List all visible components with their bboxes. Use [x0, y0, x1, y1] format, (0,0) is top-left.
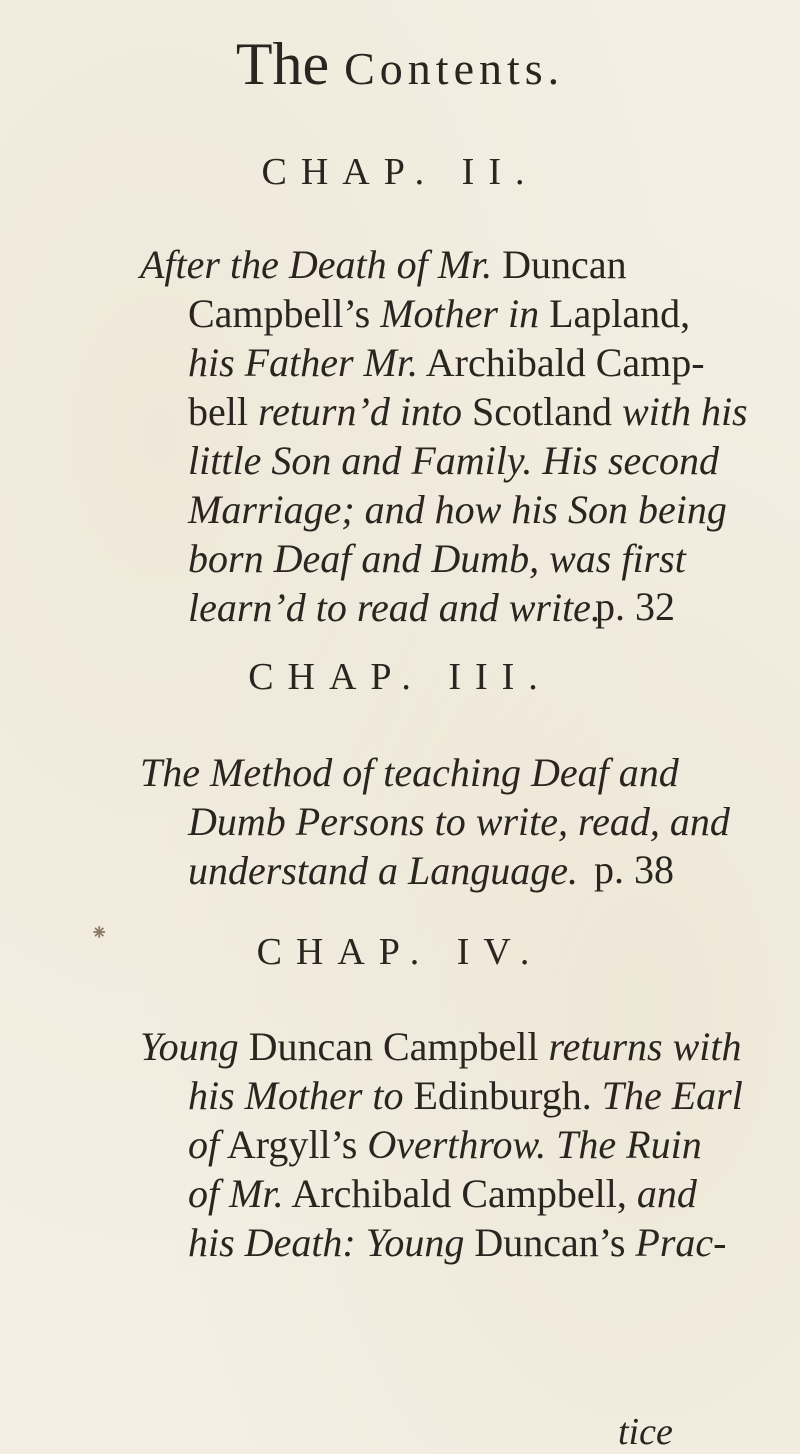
page-ref-3: p. 38 [594, 847, 674, 892]
entry-text: Argyll’s [219, 1122, 368, 1167]
entry-text: returns with [548, 1024, 742, 1069]
entry-text: Young [140, 1024, 239, 1069]
entry-text: Scotland [462, 389, 623, 434]
page-ref-2: p. 32 [595, 584, 675, 629]
entry-text: of Mr. [188, 1171, 284, 1216]
running-head-rest: Contents. [344, 43, 565, 94]
entry-line [140, 1120, 780, 1169]
entry-line [140, 436, 780, 485]
entry-line [140, 387, 780, 436]
entry-line [140, 485, 780, 534]
entry-line [140, 240, 780, 289]
entry-text: born Deaf and Dumb, was first [188, 536, 686, 581]
entry-text: little Son and Family. His second [188, 438, 720, 483]
chapter-heading-3: CHAP. III. [248, 656, 552, 698]
entry-text: return’d into [257, 389, 463, 434]
entry-text: Duncan’s [464, 1220, 636, 1265]
entry-text: Duncan [492, 242, 627, 287]
chapter-heading-4: CHAP. IV. [256, 931, 544, 973]
entry-text: Mother in [380, 291, 540, 336]
entry-line [140, 534, 780, 583]
entry-text: and [636, 1171, 697, 1216]
entry-text: his Mother to [188, 1073, 404, 1118]
entry-text: Duncan Campbell [238, 1024, 549, 1069]
entry-line [140, 1218, 780, 1267]
entry-text: with his [622, 389, 748, 434]
entry-text: Campbell’s [188, 291, 381, 336]
entry-line [140, 583, 780, 632]
entry-text: Edinburgh. [403, 1073, 602, 1118]
entry-line [140, 846, 780, 895]
chapter-summary-4 [140, 1022, 780, 1267]
entry-line [140, 289, 780, 338]
entry-text: Archibald Camp- [418, 340, 705, 385]
entry-text: Marriage; and how his Son being [188, 487, 727, 532]
entry-line [140, 1071, 780, 1120]
entry-line [140, 797, 780, 846]
entry-text: Overthrow. The Ruin [367, 1122, 702, 1167]
entry-text: understand a Language. [188, 848, 578, 893]
entry-text: learn’d to read and write. [188, 585, 601, 630]
entry-text: After the Death of Mr. [140, 242, 493, 287]
entry-text: of [188, 1122, 220, 1167]
running-head [0, 30, 800, 99]
entry-text: Lapland, [539, 291, 691, 336]
entry-line [140, 748, 780, 797]
entry-text: The Method of teaching Deaf and [140, 750, 679, 795]
ink-spot: ⁕ [90, 920, 109, 945]
chapter-heading-2: CHAP. II. [261, 151, 539, 193]
entry-line [140, 1169, 780, 1218]
entry-line [140, 1022, 780, 1071]
entry-text: Archibald Campbell, [283, 1171, 637, 1216]
entry-text: his Father Mr. [188, 340, 418, 385]
entry-line [140, 338, 780, 387]
entry-text: Prac- [635, 1220, 727, 1265]
chapter-summary-3 [140, 748, 780, 895]
entry-text: his Death: Young [188, 1220, 465, 1265]
running-head-first: The [235, 31, 330, 97]
entry-text: The Earl [601, 1073, 743, 1118]
entry-text: Dumb Persons to write, read, and [188, 799, 730, 844]
catchword: tice [618, 1411, 673, 1453]
entry-text: bell [188, 389, 258, 434]
chapter-summary-2 [140, 240, 780, 632]
